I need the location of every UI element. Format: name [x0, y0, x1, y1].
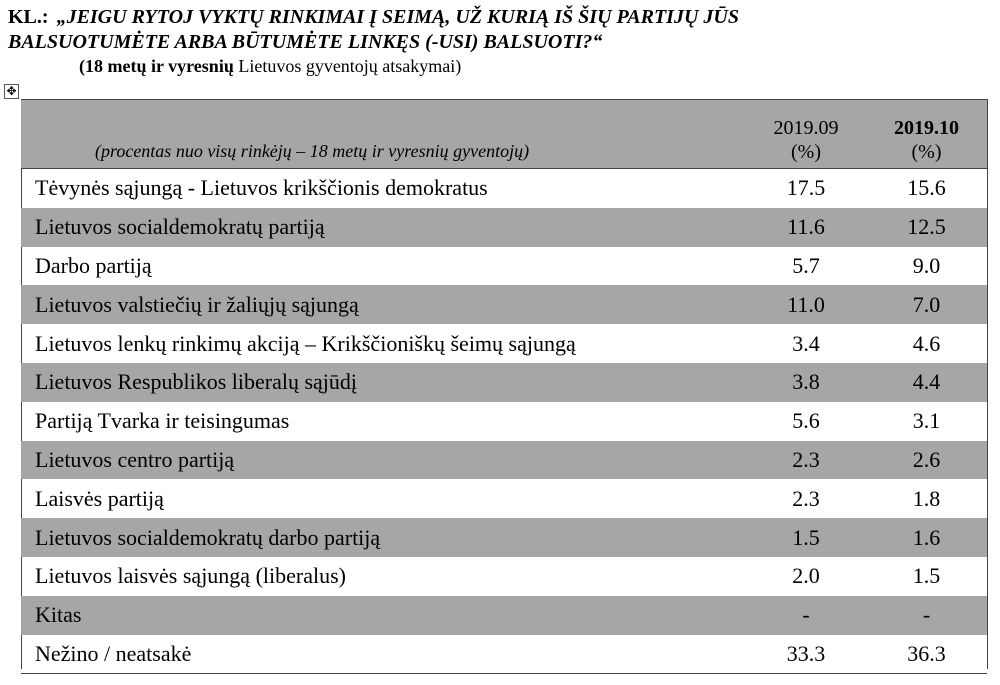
question-line-1 — [8, 6, 739, 29]
table-description: (procentas nuo visų rinkėjų – 18 metų ir vyresnių gyventojų) — [21, 100, 746, 169]
value-2019-10: 15.6 — [907, 175, 946, 201]
value-2019-09: 2.3 — [746, 441, 866, 480]
party-name: Lietuvos Respublikos liberalų sąjūdį — [21, 363, 746, 402]
value-2019-09: 1.5 — [746, 518, 866, 557]
value-2019-10: 36.3 — [866, 635, 987, 674]
table-row — [21, 324, 987, 363]
question-label: KL.: — [8, 6, 49, 28]
table-row — [21, 247, 987, 286]
table-row — [21, 441, 987, 480]
value-2019-09: 17.5 — [786, 175, 826, 201]
value-2019-09: 3.8 — [746, 363, 866, 402]
table-header-row — [21, 100, 987, 169]
party-name: Darbo partiją — [35, 252, 152, 278]
poll-table — [21, 99, 987, 674]
table-right-border — [987, 99, 988, 669]
value-2019-10: - — [866, 596, 987, 635]
party-name: Partiją Tvarka ir teisingumas — [35, 408, 290, 434]
value-2019-09: 11.6 — [746, 208, 866, 247]
value-2019-10: 3.1 — [912, 408, 941, 434]
party-name: Nežino / neatsakė — [21, 635, 746, 674]
table-row — [21, 169, 987, 208]
value-2019-10: 1.8 — [912, 485, 941, 511]
party-name: Lietuvos centro partiją — [21, 441, 746, 480]
value-2019-09: 5.6 — [792, 408, 820, 434]
question-subtitle — [79, 56, 461, 77]
column-header-2019-10 — [866, 100, 987, 169]
question-text-1: „JEIGU RYTOJ VYKTŲ RINKIMAI Į SEIMĄ, UŽ KURIĄ IŠ ŠIŲ PARTIJŲ JŪS — [56, 6, 739, 28]
question-line-2: BALSUOTUMĖTE ARBA BŪTUMĖTE LINKĘS (-USI) BALSUOTI?“ — [8, 31, 603, 53]
value-2019-09: - — [746, 596, 866, 635]
party-name: Lietuvos socialdemokratų darbo partiją — [21, 518, 746, 557]
table-row — [21, 596, 987, 635]
value-2019-09: 2.0 — [792, 563, 820, 589]
party-name: Kitas — [21, 596, 746, 635]
table-row — [21, 518, 987, 557]
table-row — [21, 479, 987, 518]
party-name: Lietuvos laisvės sąjungą (liberalus) — [35, 563, 346, 589]
value-2019-09: 2.3 — [792, 485, 820, 511]
value-2019-10: 4.4 — [866, 363, 987, 402]
party-name: Tėvynės sąjungą - Lietuvos krikščionis demokratus — [35, 175, 488, 201]
party-name: Lietuvos valstiečių ir žaliųjų sąjungą — [21, 285, 746, 324]
value-2019-10: 4.6 — [912, 330, 941, 356]
value-2019-10: 1.5 — [912, 563, 941, 589]
value-2019-10: 12.5 — [866, 208, 987, 247]
column-unit: (%) — [791, 141, 821, 163]
value-2019-10: 7.0 — [866, 285, 987, 324]
table-row — [21, 363, 987, 402]
party-name: Lietuvos lenkų rinkimų akciją – Krikščioniškų šeimų sąjungą — [35, 330, 576, 356]
value-2019-09: 33.3 — [746, 635, 866, 674]
table-row — [21, 285, 987, 324]
value-2019-09: 5.7 — [792, 252, 820, 278]
table-row — [21, 635, 987, 674]
value-2019-10: 1.6 — [866, 518, 987, 557]
value-2019-09: 11.0 — [746, 285, 866, 324]
column-unit: (%) — [911, 141, 942, 163]
column-header-2019-09 — [746, 100, 866, 169]
subtitle-rest: Lietuvos gyventojų atsakymai) — [233, 56, 462, 76]
party-name: Lietuvos socialdemokratų partiją — [21, 208, 746, 247]
value-2019-10: 9.0 — [912, 252, 941, 278]
table-row — [21, 402, 987, 441]
value-2019-09: 3.4 — [792, 330, 820, 356]
value-2019-10: 2.6 — [866, 441, 987, 480]
table-row — [21, 557, 987, 596]
move-handle-icon[interactable]: ✥ — [4, 84, 19, 99]
column-period: 2019.10 — [894, 117, 959, 139]
subtitle-bold: (18 metų ir vyresnių — [79, 56, 234, 76]
party-name: Laisvės partiją — [35, 485, 164, 511]
table-row — [21, 208, 987, 247]
column-period: 2019.09 — [773, 117, 839, 139]
